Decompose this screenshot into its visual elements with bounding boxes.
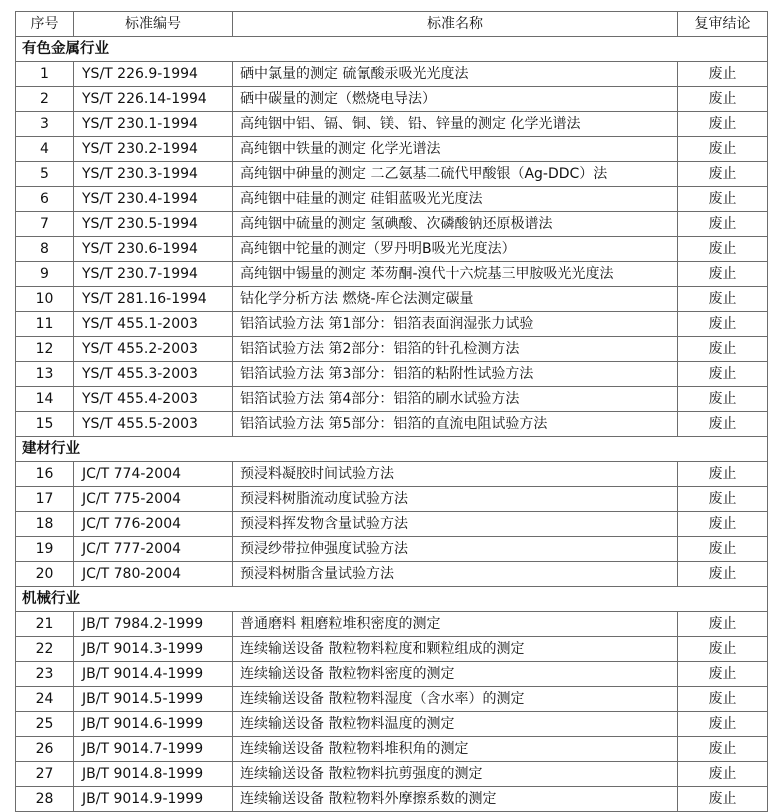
header-code: 标准编号 (74, 12, 233, 37)
row-number: 20 (16, 562, 74, 587)
standard-name: 预浸料挥发物含量试验方法 (233, 512, 678, 537)
standard-code: JB/T 9014.3-1999 (74, 637, 233, 662)
standard-name: 高纯铟中铁量的测定 化学光谱法 (233, 137, 678, 162)
table-row (16, 287, 768, 312)
standard-name: 连续输送设备 散粒物料外摩擦系数的测定 (233, 787, 678, 812)
review-result: 废止 (678, 662, 768, 687)
standard-name: 连续输送设备 散粒物料抗剪强度的测定 (233, 762, 678, 787)
standard-code: YS/T 281.16-1994 (74, 287, 233, 312)
standard-code: YS/T 230.5-1994 (74, 212, 233, 237)
table-body (16, 37, 768, 812)
standard-name: 铝箔试验方法 第3部分：铝箔的粘附性试验方法 (233, 362, 678, 387)
review-result: 废止 (678, 137, 768, 162)
standard-code: JC/T 777-2004 (74, 537, 233, 562)
table-row (16, 412, 768, 437)
table-row (16, 362, 768, 387)
table-row (16, 212, 768, 237)
row-number: 2 (16, 87, 74, 112)
review-result: 废止 (678, 612, 768, 637)
standard-name: 连续输送设备 散粒物料湿度（含水率）的测定 (233, 687, 678, 712)
row-number: 23 (16, 662, 74, 687)
row-number: 5 (16, 162, 74, 187)
section-header-row (16, 587, 768, 612)
standard-name: 高纯铟中锡量的测定 苯芴酮-溴代十六烷基三甲胺吸光光度法 (233, 262, 678, 287)
row-number: 25 (16, 712, 74, 737)
standard-code: YS/T 455.4-2003 (74, 387, 233, 412)
table-row (16, 112, 768, 137)
standard-name: 普通磨料 粗磨粒堆积密度的测定 (233, 612, 678, 637)
standard-code: JB/T 9014.4-1999 (74, 662, 233, 687)
table-row (16, 137, 768, 162)
row-number: 13 (16, 362, 74, 387)
review-result: 废止 (678, 637, 768, 662)
standard-code: YS/T 455.3-2003 (74, 362, 233, 387)
standard-name: 高纯铟中铊量的测定（罗丹明B吸光光度法） (233, 237, 678, 262)
standard-name: 预浸纱带拉伸强度试验方法 (233, 537, 678, 562)
standard-name: 高纯铟中砷量的测定 二乙氨基二硫代甲酸银（Ag-DDC）法 (233, 162, 678, 187)
standard-code: JB/T 7984.2-1999 (74, 612, 233, 637)
review-result: 废止 (678, 337, 768, 362)
row-number: 9 (16, 262, 74, 287)
review-result: 废止 (678, 512, 768, 537)
row-number: 24 (16, 687, 74, 712)
row-number: 4 (16, 137, 74, 162)
standard-name: 预浸料树脂流动度试验方法 (233, 487, 678, 512)
review-result: 废止 (678, 737, 768, 762)
table-row (16, 612, 768, 637)
standard-name: 预浸料树脂含量试验方法 (233, 562, 678, 587)
table-row (16, 637, 768, 662)
standard-code: YS/T 455.5-2003 (74, 412, 233, 437)
review-result: 废止 (678, 87, 768, 112)
standards-review-document (15, 11, 768, 812)
table-row (16, 687, 768, 712)
table-row (16, 462, 768, 487)
standard-code: YS/T 455.1-2003 (74, 312, 233, 337)
standard-code: YS/T 230.3-1994 (74, 162, 233, 187)
review-result: 废止 (678, 187, 768, 212)
review-result: 废止 (678, 162, 768, 187)
standard-code: JB/T 9014.6-1999 (74, 712, 233, 737)
row-number: 17 (16, 487, 74, 512)
review-result: 废止 (678, 487, 768, 512)
standard-name: 铝箔试验方法 第5部分：铝箔的直流电阻试验方法 (233, 412, 678, 437)
row-number: 3 (16, 112, 74, 137)
standard-code: JB/T 9014.9-1999 (74, 787, 233, 812)
table-row (16, 712, 768, 737)
review-result: 废止 (678, 412, 768, 437)
table-row (16, 562, 768, 587)
row-number: 12 (16, 337, 74, 362)
standard-code: YS/T 230.2-1994 (74, 137, 233, 162)
standard-code: JC/T 780-2004 (74, 562, 233, 587)
section-header-row (16, 437, 768, 462)
table-row (16, 512, 768, 537)
standard-code: YS/T 226.14-1994 (74, 87, 233, 112)
standard-name: 高纯铟中铝、镉、铜、镁、铅、锌量的测定 化学光谱法 (233, 112, 678, 137)
review-result: 废止 (678, 212, 768, 237)
row-number: 28 (16, 787, 74, 812)
standard-name: 预浸料凝胶时间试验方法 (233, 462, 678, 487)
table-row (16, 87, 768, 112)
standard-name: 高纯铟中硫量的测定 氢碘酸、次磷酸钠还原极谱法 (233, 212, 678, 237)
standard-code: JB/T 9014.5-1999 (74, 687, 233, 712)
section-title: 有色金属行业 (16, 37, 768, 62)
standard-code: JC/T 776-2004 (74, 512, 233, 537)
row-number: 1 (16, 62, 74, 87)
table-row (16, 187, 768, 212)
row-number: 26 (16, 737, 74, 762)
table-row (16, 487, 768, 512)
row-number: 7 (16, 212, 74, 237)
table-row (16, 337, 768, 362)
header-no: 序号 (16, 12, 74, 37)
review-result: 废止 (678, 62, 768, 87)
standard-name: 连续输送设备 散粒物料密度的测定 (233, 662, 678, 687)
standards-table (15, 11, 768, 812)
standard-name: 铝箔试验方法 第2部分：铝箔的针孔检测方法 (233, 337, 678, 362)
standard-name: 高纯铟中硅量的测定 硅钼蓝吸光光度法 (233, 187, 678, 212)
row-number: 14 (16, 387, 74, 412)
review-result: 废止 (678, 687, 768, 712)
standard-code: JB/T 9014.8-1999 (74, 762, 233, 787)
table-row (16, 262, 768, 287)
standard-name: 钴化学分析方法 燃烧-库仑法测定碳量 (233, 287, 678, 312)
review-result: 废止 (678, 312, 768, 337)
row-number: 11 (16, 312, 74, 337)
row-number: 6 (16, 187, 74, 212)
table-row (16, 387, 768, 412)
review-result: 废止 (678, 112, 768, 137)
standard-code: YS/T 230.7-1994 (74, 262, 233, 287)
review-result: 废止 (678, 287, 768, 312)
standard-name: 铝箔试验方法 第1部分：铝箔表面润湿张力试验 (233, 312, 678, 337)
row-number: 19 (16, 537, 74, 562)
standard-name: 硒中碳量的测定（燃烧电导法） (233, 87, 678, 112)
row-number: 8 (16, 237, 74, 262)
row-number: 18 (16, 512, 74, 537)
table-row (16, 162, 768, 187)
section-header-row (16, 37, 768, 62)
section-title: 机械行业 (16, 587, 768, 612)
standard-code: JB/T 9014.7-1999 (74, 737, 233, 762)
header-result: 复审结论 (678, 12, 768, 37)
row-number: 10 (16, 287, 74, 312)
review-result: 废止 (678, 712, 768, 737)
review-result: 废止 (678, 537, 768, 562)
section-title: 建材行业 (16, 437, 768, 462)
standard-code: YS/T 455.2-2003 (74, 337, 233, 362)
table-row (16, 762, 768, 787)
standard-code: JC/T 774-2004 (74, 462, 233, 487)
table-row (16, 537, 768, 562)
standard-name: 连续输送设备 散粒物料堆积角的测定 (233, 737, 678, 762)
row-number: 15 (16, 412, 74, 437)
standard-name: 连续输送设备 散粒物料粒度和颗粒组成的测定 (233, 637, 678, 662)
table-row (16, 787, 768, 812)
review-result: 废止 (678, 787, 768, 812)
review-result: 废止 (678, 462, 768, 487)
table-header-row (16, 12, 768, 37)
row-number: 22 (16, 637, 74, 662)
table-row (16, 662, 768, 687)
standard-name: 铝箔试验方法 第4部分：铝箔的刷水试验方法 (233, 387, 678, 412)
table-row (16, 737, 768, 762)
row-number: 16 (16, 462, 74, 487)
standard-name: 硒中氯量的测定 硫氰酸汞吸光光度法 (233, 62, 678, 87)
row-number: 21 (16, 612, 74, 637)
table-row (16, 62, 768, 87)
standard-name: 连续输送设备 散粒物料温度的测定 (233, 712, 678, 737)
row-number: 27 (16, 762, 74, 787)
table-row (16, 237, 768, 262)
standard-code: YS/T 230.1-1994 (74, 112, 233, 137)
review-result: 废止 (678, 762, 768, 787)
standard-code: YS/T 230.4-1994 (74, 187, 233, 212)
review-result: 废止 (678, 237, 768, 262)
standard-code: YS/T 230.6-1994 (74, 237, 233, 262)
table-row (16, 312, 768, 337)
standard-code: JC/T 775-2004 (74, 487, 233, 512)
review-result: 废止 (678, 387, 768, 412)
review-result: 废止 (678, 562, 768, 587)
review-result: 废止 (678, 262, 768, 287)
review-result: 废止 (678, 362, 768, 387)
header-name: 标准名称 (233, 12, 678, 37)
standard-code: YS/T 226.9-1994 (74, 62, 233, 87)
